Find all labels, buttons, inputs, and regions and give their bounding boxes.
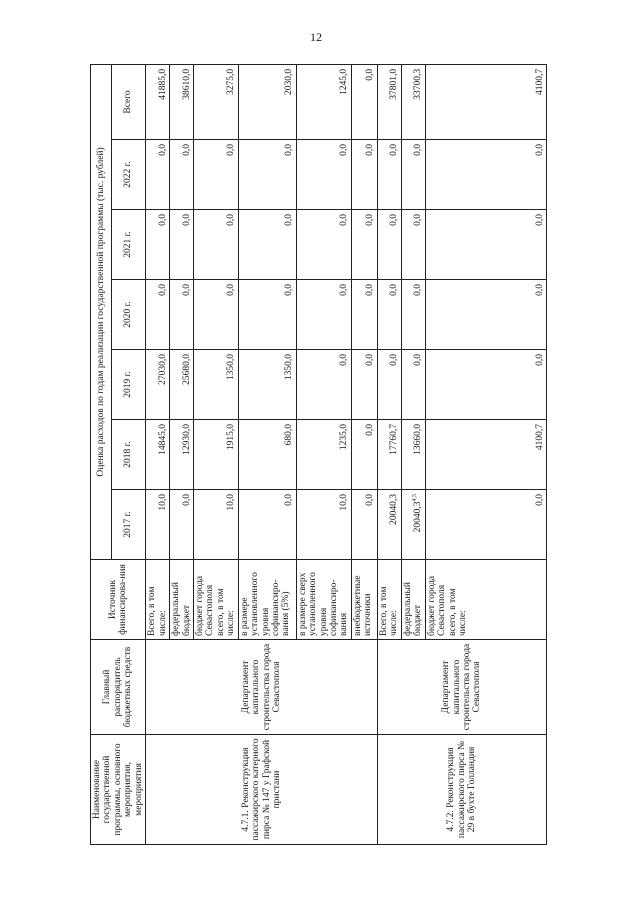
source-cell: Всего, в том числе: — [377, 560, 401, 640]
value-cell: 0,0 — [425, 490, 547, 560]
value-cell: 0,0 — [296, 350, 351, 420]
value-cell: 0,0 — [146, 140, 170, 210]
value-cell: 0,0 — [193, 210, 238, 280]
value-cell: 33700,3 — [401, 64, 425, 139]
source-cell: бюджет города Севастополя всего, в том числе: — [193, 560, 238, 640]
value-cell: 0,0 — [351, 280, 377, 350]
value-cell: 0,0 — [425, 280, 547, 350]
header-year: 2017 г. — [111, 490, 146, 560]
value-cell: 0,0 — [170, 490, 194, 560]
value-cell: 20040,3 — [377, 490, 401, 560]
group-admin: Департамент капитального строительства города Севастополя — [146, 640, 378, 735]
value-cell: 0,0 — [193, 140, 238, 210]
value-cell: 0,0 — [401, 140, 425, 210]
value-cell: 14845,0 — [146, 420, 170, 490]
value-cell: 0,0 — [296, 280, 351, 350]
value-cell: 10,0 — [146, 490, 170, 560]
value-cell: 0,0 — [351, 210, 377, 280]
value-cell: 0,0 — [146, 280, 170, 350]
value-cell: 0,0 — [146, 210, 170, 280]
value-cell: 0,0 — [401, 280, 425, 350]
value-cell: 0,0 — [238, 210, 296, 280]
value-cell: 37801,0 — [377, 64, 401, 139]
value-cell: 0,0 — [238, 280, 296, 350]
header-year: 2018 г. — [111, 420, 146, 490]
group-name: 4.7.1. Реконструкция пассажирского катерного пирса № 147 у Графской пристани — [146, 735, 378, 845]
header-estimate: Оценка расходов по годам реализации государственной программы (тыс. рублей) — [91, 64, 112, 559]
header-name: Наименование государственной программы, основного мероприятия, мероприятия — [91, 735, 146, 845]
value-cell: 0,0 — [401, 210, 425, 280]
value-cell: 12930,0 — [170, 420, 194, 490]
value-cell: 38610,0 — [170, 64, 194, 139]
value-cell: 0,0 — [193, 280, 238, 350]
value-cell: 0,0 — [238, 490, 296, 560]
value-cell: 4100,7 — [425, 420, 547, 490]
value-cell: 0,0 — [377, 140, 401, 210]
value-cell: 25680,0 — [170, 350, 194, 420]
value-cell: 0,0 — [351, 64, 377, 139]
value-cell: 41885,0 — [146, 64, 170, 139]
value-cell: 0,0 — [377, 210, 401, 280]
header-year: 2020 г. — [111, 280, 146, 350]
group-admin: Департамент капитального строительства города Севастополя — [377, 640, 546, 735]
value-cell: 0,0 — [238, 140, 296, 210]
value-cell: 1350,0 — [193, 350, 238, 420]
value-cell: 0,0 — [351, 350, 377, 420]
value-cell: 0,0 — [170, 140, 194, 210]
value-cell: 3275,0 — [193, 64, 238, 139]
value-cell: 10,0 — [193, 490, 238, 560]
value-cell: 1245,0 — [296, 64, 351, 139]
page-number: 12 — [310, 30, 322, 44]
value-cell: 27030,0 — [146, 350, 170, 420]
value-cell: 680,0 — [238, 420, 296, 490]
value-cell — [401, 490, 425, 560]
value-cell: 0,0 — [377, 350, 401, 420]
value-cell: 0,0 — [351, 420, 377, 490]
rotated-table-container — [90, 65, 545, 845]
footnote-superscript: 4,5 — [412, 494, 419, 502]
value-cell: 0,0 — [170, 210, 194, 280]
value-cell: 4100,7 — [425, 64, 547, 139]
value-cell: 1915,0 — [193, 420, 238, 490]
source-cell: внебюджетные источники — [351, 560, 377, 640]
value-cell: 0,0 — [296, 140, 351, 210]
header-year: 2019 г. — [111, 350, 146, 420]
source-cell: федеральный бюджет — [170, 560, 194, 640]
value-cell: 0,0 — [377, 280, 401, 350]
source-cell: федеральный бюджет — [401, 560, 425, 640]
header-source: Источник финансирова-ния — [91, 560, 146, 640]
header-year: 2021 г. — [111, 210, 146, 280]
source-cell: в размере сверх установленного уровня софинансиро-вания — [296, 560, 351, 640]
source-cell: в размере установленного уровня софинансиро-вания (5%) — [238, 560, 296, 640]
budget-table — [90, 64, 547, 845]
header-year: 2022 г. — [111, 140, 146, 210]
source-cell: бюджет города Севастополя всего, в том числе: — [425, 560, 547, 640]
value-cell: 0,0 — [351, 490, 377, 560]
value-cell: 0,0 — [401, 350, 425, 420]
value-cell: 0,0 — [425, 210, 547, 280]
value-cell: 2030,0 — [238, 64, 296, 139]
value-cell: 1350,0 — [238, 350, 296, 420]
value-cell: 0,0 — [425, 350, 547, 420]
value-cell: 17760,7 — [377, 420, 401, 490]
header-total: Всего — [111, 64, 146, 139]
source-cell: Всего, в том числе: — [146, 560, 170, 640]
value-cell: 0,0 — [170, 280, 194, 350]
value-cell: 13660,0 — [401, 420, 425, 490]
value-cell: 0,0 — [296, 210, 351, 280]
value-cell: 0,0 — [425, 140, 547, 210]
header-admin: Главный распорядитель бюджетных средств — [91, 640, 146, 735]
value-cell: 0,0 — [351, 140, 377, 210]
value-cell: 10,0 — [296, 490, 351, 560]
group-name: 4.7.2. Реконструкция пассажирского пирса № 29 в бухте Голландия — [377, 735, 546, 845]
value-cell: 1235,0 — [296, 420, 351, 490]
value-text: 20040,3 — [413, 501, 424, 533]
